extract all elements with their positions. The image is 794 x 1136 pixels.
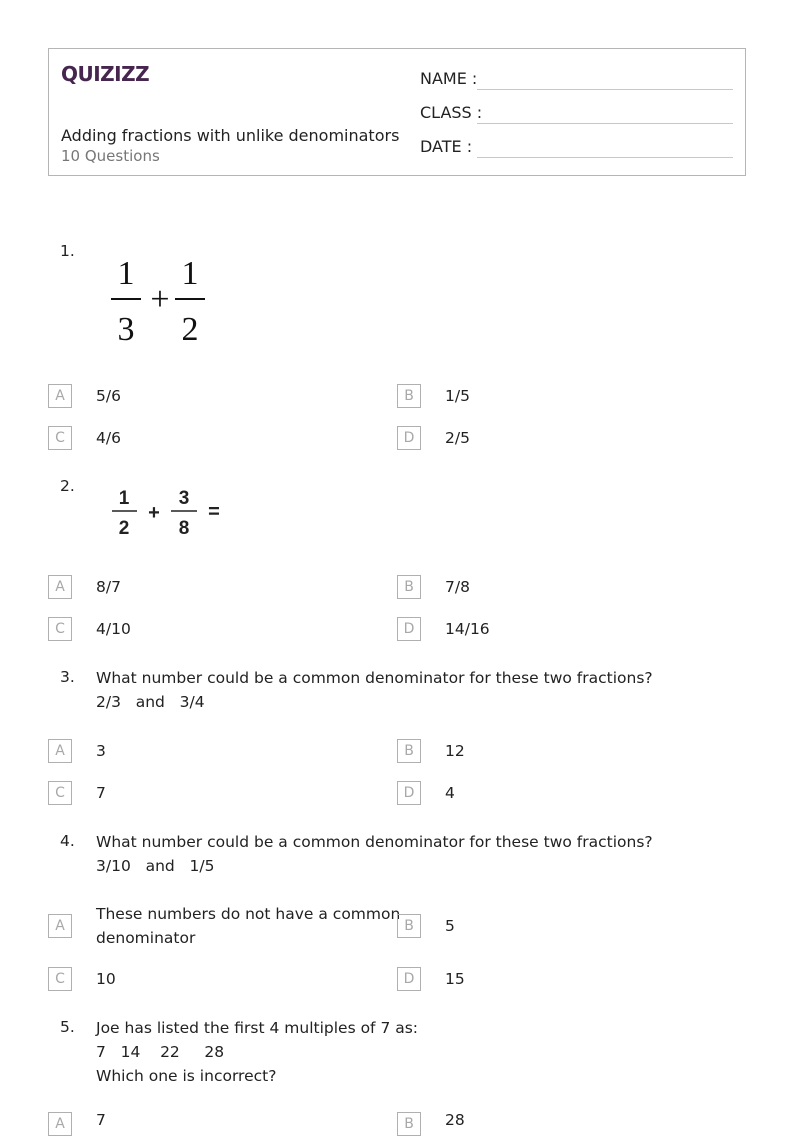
option-d-letter[interactable]: D — [397, 967, 421, 991]
option-a-text[interactable]: 3 — [96, 742, 106, 760]
option-a-letter[interactable]: A — [48, 384, 72, 408]
name-line[interactable] — [477, 89, 733, 90]
question-line: Which one is incorrect? — [96, 1067, 277, 1085]
class-line[interactable] — [477, 123, 733, 124]
option-d-text[interactable]: 14/16 — [445, 620, 490, 638]
option-b-letter[interactable]: B — [397, 384, 421, 408]
option-c-letter[interactable]: C — [48, 426, 72, 450]
numerator-1: 1 — [118, 488, 130, 509]
worksheet-header — [48, 48, 746, 176]
option-b-letter[interactable]: B — [397, 739, 421, 763]
option-d-letter[interactable]: D — [397, 781, 421, 805]
quizizz-logo — [61, 59, 153, 89]
question-count: 10 Questions — [61, 147, 160, 165]
option-b-letter[interactable]: B — [397, 914, 421, 938]
option-c-letter[interactable]: C — [48, 617, 72, 641]
question-text — [96, 830, 653, 878]
option-a-letter[interactable]: A — [48, 914, 72, 938]
option-d-text[interactable]: 4 — [445, 784, 455, 802]
option-a-text[interactable]: 7 — [96, 1111, 106, 1129]
option-b-letter[interactable]: B — [397, 575, 421, 599]
option-b-text[interactable]: 12 — [445, 742, 465, 760]
denominator-2: 8 — [178, 518, 190, 539]
option-c-text[interactable]: 4/10 — [96, 620, 131, 638]
fraction-expression-figure — [106, 252, 216, 348]
question-line: 3/10 and 1/5 — [96, 857, 215, 875]
option-a-text[interactable]: 8/7 — [96, 578, 121, 596]
numerator-1: 1 — [117, 255, 135, 292]
question-line: Joe has listed the first 4 multiples of 7 as: — [96, 1019, 419, 1037]
option-d-letter[interactable]: D — [397, 426, 421, 450]
option-d-text[interactable]: 2/5 — [445, 429, 470, 447]
option-d-letter[interactable]: D — [397, 617, 421, 641]
svg-text:QUIZIZZ: QUIZIZZ — [61, 62, 150, 86]
option-a-letter[interactable]: A — [48, 575, 72, 599]
question-line: 2/3 and 3/4 — [96, 693, 205, 711]
question-line: 7 14 22 28 — [96, 1043, 225, 1061]
numerator-2: 1 — [181, 255, 199, 292]
option-a-letter[interactable]: A — [48, 739, 72, 763]
denominator-2: 2 — [181, 311, 199, 348]
option-a-text[interactable]: These numbers do not have a common denominator — [96, 905, 401, 947]
class-label: CLASS : — [420, 103, 483, 122]
option-a-letter[interactable]: A — [48, 1112, 72, 1136]
date-label: DATE : — [420, 137, 473, 156]
plus-operator: + — [150, 281, 170, 318]
option-c-text[interactable]: 4/6 — [96, 429, 121, 447]
date-line[interactable] — [477, 157, 733, 158]
question-number: 4. — [60, 832, 75, 850]
option-c-text[interactable]: 7 — [96, 784, 106, 802]
option-b-text[interactable]: 5 — [445, 917, 455, 935]
question-text — [96, 666, 653, 714]
option-b-text[interactable]: 1/5 — [445, 387, 470, 405]
denominator-1: 3 — [117, 311, 135, 348]
option-b-text[interactable]: 28 — [445, 1111, 465, 1129]
numerator-2: 3 — [178, 488, 190, 509]
question-number: 3. — [60, 668, 75, 686]
question-line: What number could be a common denominator for these two fractions? — [96, 833, 653, 851]
denominator-1: 2 — [118, 518, 130, 539]
option-b-letter[interactable]: B — [397, 1112, 421, 1136]
option-c-letter[interactable]: C — [48, 967, 72, 991]
name-label: NAME : — [420, 69, 478, 88]
option-a-text[interactable]: 5/6 — [96, 387, 121, 405]
option-d-text[interactable]: 15 — [445, 970, 465, 988]
question-number: 2. — [60, 477, 75, 495]
worksheet-title: Adding fractions with unlike denominators — [61, 126, 400, 145]
question-text — [96, 1016, 418, 1088]
question-number: 5. — [60, 1018, 75, 1036]
equals-sign: = — [208, 501, 220, 523]
option-b-text[interactable]: 7/8 — [445, 578, 470, 596]
fraction-expression-figure — [106, 484, 228, 540]
option-c-text[interactable]: 10 — [96, 970, 116, 988]
plus-operator: + — [148, 502, 160, 524]
question-number: 1. — [60, 242, 75, 260]
question-line: What number could be a common denominator for these two fractions? — [96, 669, 653, 687]
option-c-letter[interactable]: C — [48, 781, 72, 805]
